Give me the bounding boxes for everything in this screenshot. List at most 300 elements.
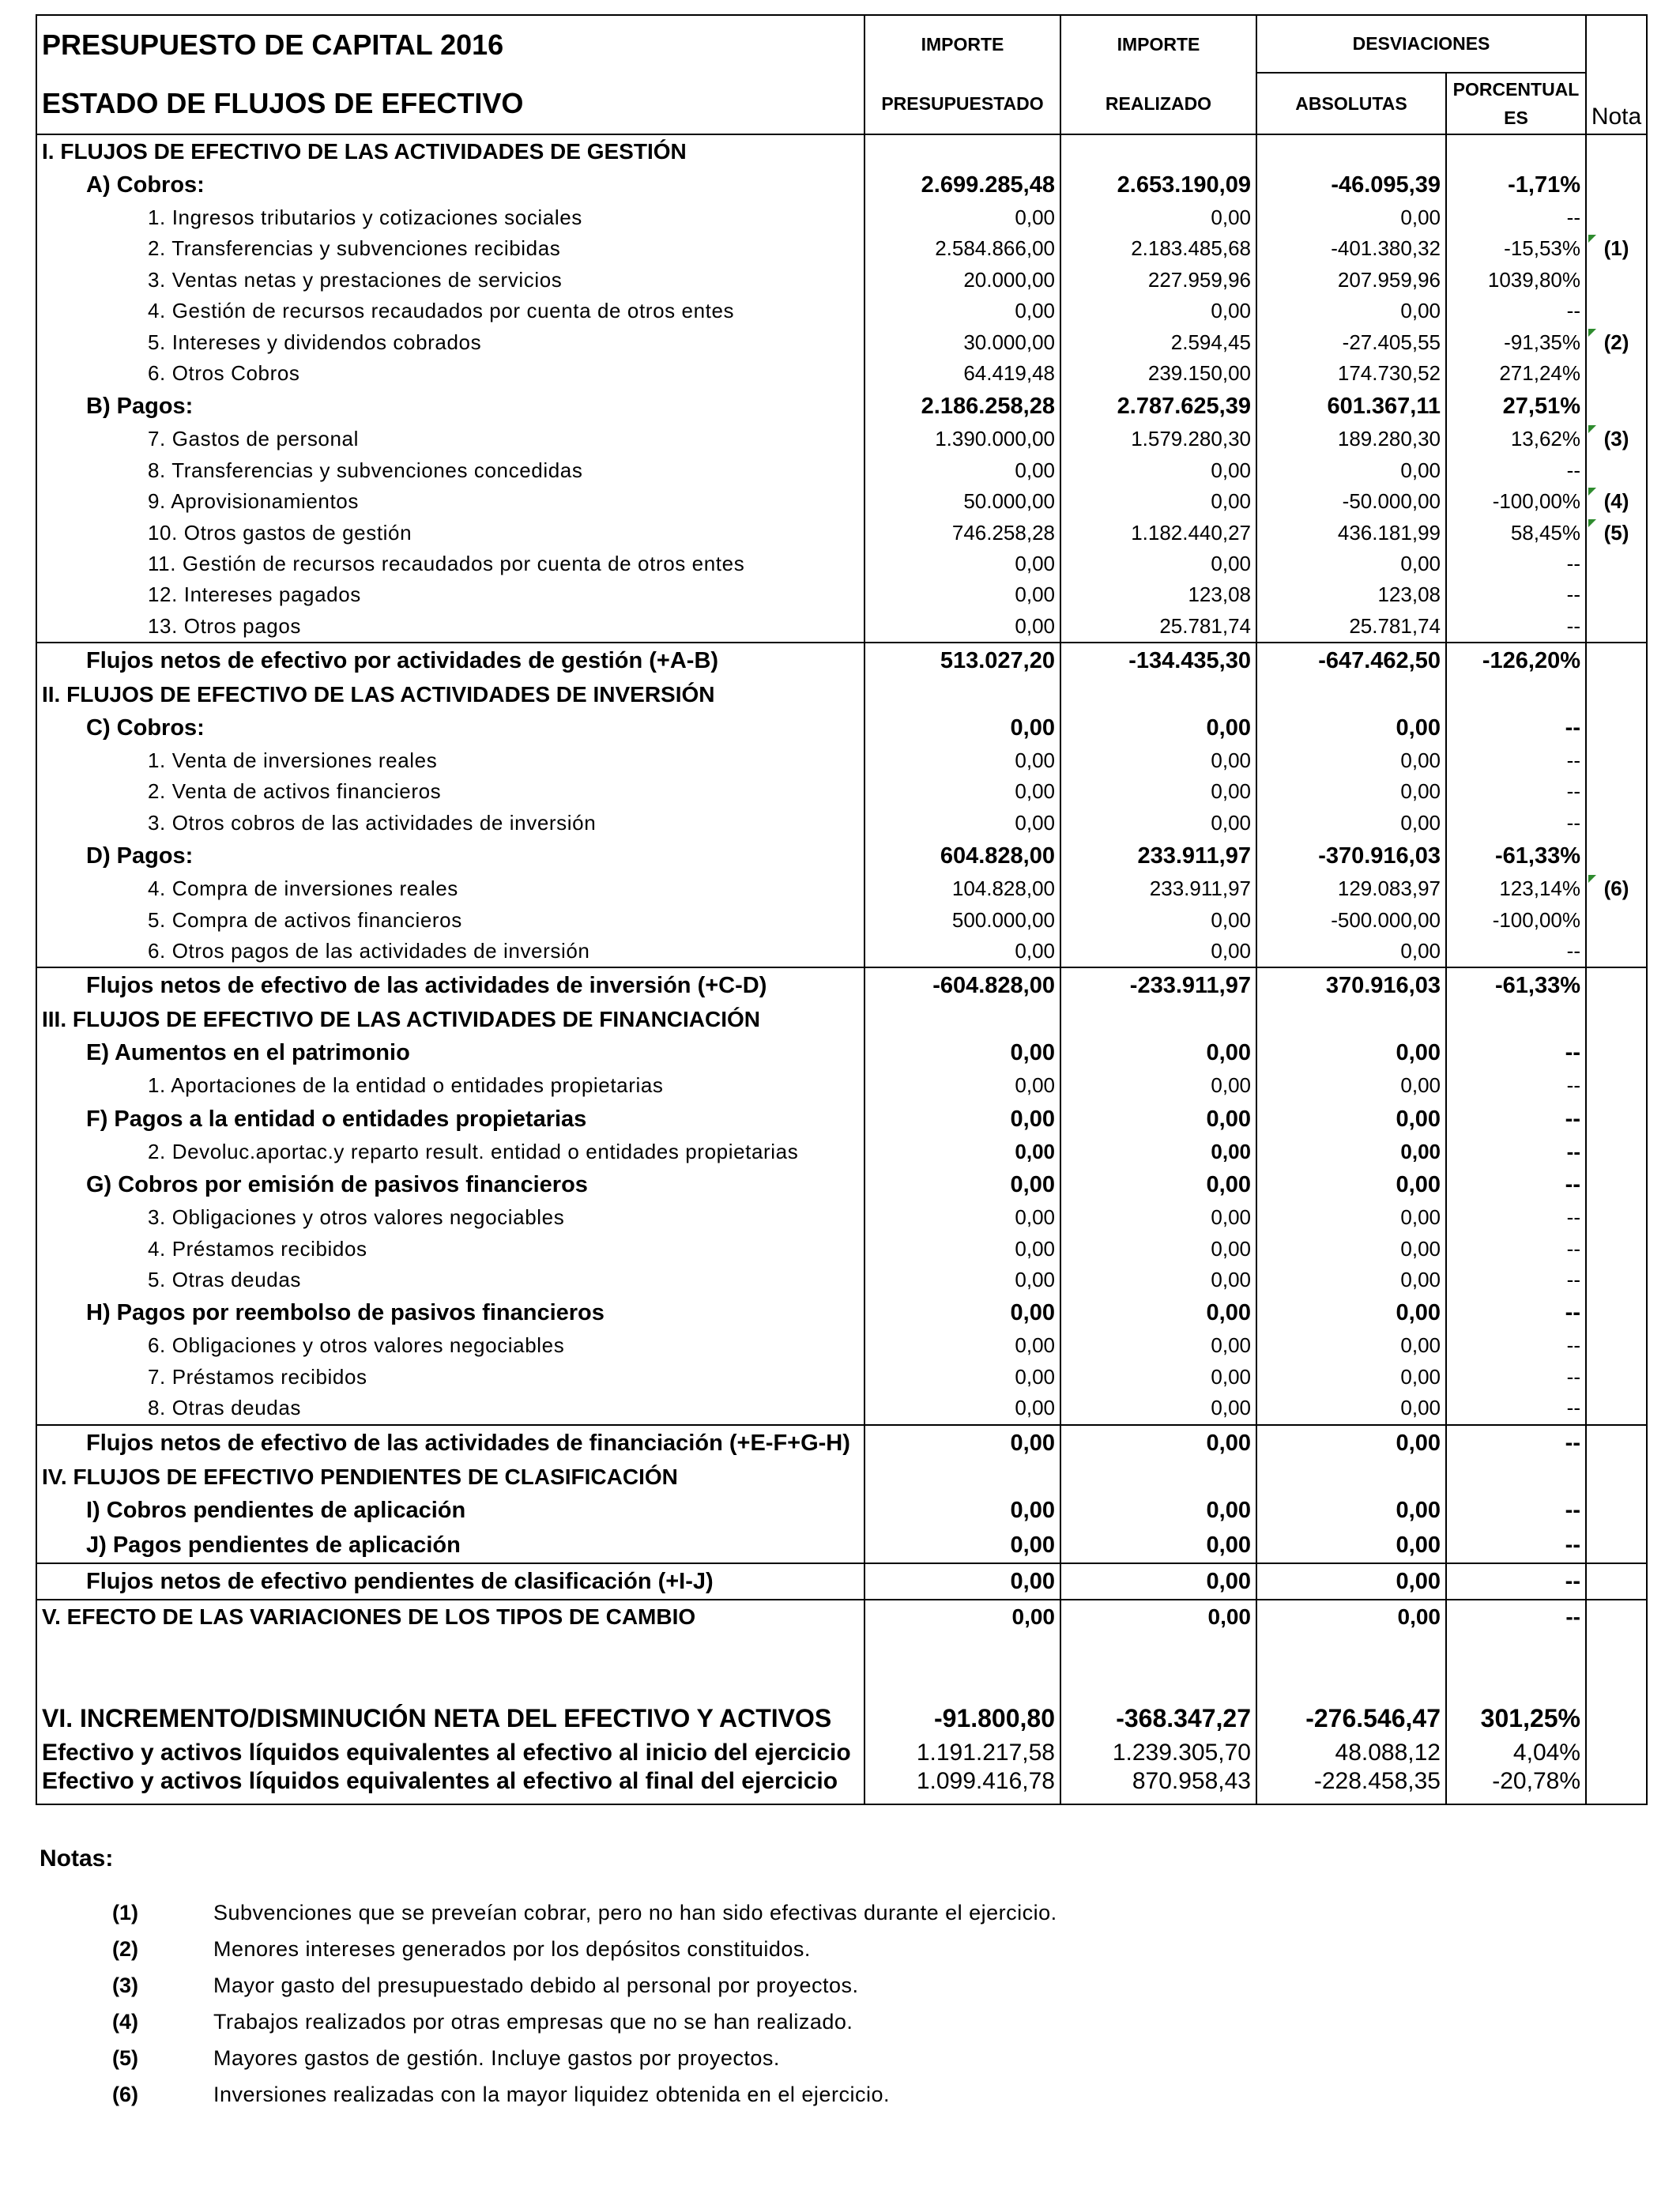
table-row [37, 1600, 1646, 1633]
table-header [37, 16, 1646, 135]
cell-porcentual: -- [1447, 1234, 1587, 1265]
cell-nota [1587, 1035, 1646, 1070]
cell-realizado: 0,00 [1061, 1234, 1257, 1265]
cell-presupuestado: 0,00 [865, 1265, 1061, 1295]
col-importe-presupuestado-top: IMPORTE [865, 16, 1061, 74]
row-label: 4. Compra de inversiones reales [37, 873, 865, 904]
cell-nota [1587, 776, 1646, 807]
cell-porcentual: -- [1447, 711, 1587, 745]
cell-nota [1587, 168, 1646, 202]
cell-realizado: 0,00 [1061, 1330, 1257, 1361]
cell-absolutas: 123,08 [1257, 579, 1447, 610]
cell-presupuestado: 0,00 [865, 1035, 1061, 1070]
table-row [37, 1070, 1646, 1101]
cell-absolutas: 370.916,03 [1257, 968, 1447, 1003]
cell-porcentual: -- [1447, 1102, 1587, 1137]
cell-nota [1587, 296, 1646, 326]
cell-realizado: 2.787.625,39 [1061, 389, 1257, 424]
cell-absolutas: 0,00 [1257, 548, 1447, 579]
note-ref: (1) [112, 1901, 138, 1924]
cell-presupuestado: 0,00 [865, 579, 1061, 610]
table-row [37, 839, 1646, 873]
cell-presupuestado: 0,00 [865, 202, 1061, 233]
cell-porcentual: -15,53% [1447, 233, 1587, 264]
cell-absolutas: 0,00 [1257, 1265, 1447, 1295]
table-row [37, 233, 1646, 264]
table-row [37, 1493, 1646, 1528]
row-label: 7. Gastos de personal [37, 424, 865, 454]
cell-porcentual: -61,33% [1447, 968, 1587, 1003]
cell-realizado: 1.182.440,27 [1061, 518, 1257, 548]
cell-presupuestado: 0,00 [865, 1493, 1061, 1528]
cell-porcentual: -- [1447, 745, 1587, 776]
note-ref: (2) [112, 1937, 138, 1961]
cell-presupuestado: 0,00 [865, 1362, 1061, 1393]
col-nota-top [1587, 16, 1646, 74]
cell-realizado: 239.150,00 [1061, 358, 1257, 389]
note-item [40, 1931, 1057, 1967]
cell-presupuestado: 50.000,00 [865, 486, 1061, 517]
cell-nota [1587, 1600, 1646, 1633]
cell-realizado: 0,00 [1061, 202, 1257, 233]
cell-presupuestado: 1.099.416,78 [865, 1767, 1061, 1804]
row-label: 13. Otros pagos [37, 611, 865, 642]
cell-presupuestado: 0,00 [865, 1234, 1061, 1265]
row-label: VI. INCREMENTO/DISMINUCIÓN NETA DEL EFECTIVO Y ACTIVOS [37, 1698, 865, 1739]
cell-absolutas: 0,00 [1257, 776, 1447, 807]
note-ref: (3) [112, 1973, 138, 1997]
cell-absolutas: -370.916,03 [1257, 839, 1447, 873]
cell-presupuestado: 0,00 [865, 776, 1061, 807]
row-label: Flujos netos de efectivo por actividades de gestión (+A-B) [37, 643, 865, 678]
table-row [37, 1265, 1646, 1295]
cell-absolutas: -50.000,00 [1257, 486, 1447, 517]
cell-presupuestado [865, 135, 1061, 168]
row-label: V. EFECTO DE LAS VARIACIONES DE LOS TIPOS DE CAMBIO [37, 1600, 865, 1633]
cell-absolutas: 0,00 [1257, 1070, 1447, 1101]
cell-presupuestado: 30.000,00 [865, 327, 1061, 358]
cell-realizado: 25.781,74 [1061, 611, 1257, 642]
cell-absolutas: 0,00 [1257, 936, 1447, 967]
cell-porcentual: 301,25% [1447, 1698, 1587, 1739]
row-label: 11. Gestión de recursos recaudados por cuenta de otros entes [37, 548, 865, 579]
cell-realizado [1061, 135, 1257, 168]
cell-absolutas: 189.280,30 [1257, 424, 1447, 454]
table-row [37, 1003, 1646, 1035]
cell-presupuestado: 0,00 [865, 1102, 1061, 1137]
row-label: 3. Obligaciones y otros valores negociables [37, 1202, 865, 1233]
report-title: PRESUPUESTO DE CAPITAL 2016 [37, 16, 865, 74]
cell-porcentual: -- [1447, 1564, 1587, 1599]
table-row [37, 745, 1646, 776]
table-row [37, 1234, 1646, 1265]
row-label: A) Cobros: [37, 168, 865, 202]
cell-porcentual: -- [1447, 776, 1587, 807]
cell-nota [1587, 1265, 1646, 1295]
cell-presupuestado: 0,00 [865, 1600, 1061, 1633]
row-label: 8. Transferencias y subvenciones concedidas [37, 455, 865, 486]
cell-absolutas: 0,00 [1257, 1362, 1447, 1393]
cell-absolutas: 0,00 [1257, 808, 1447, 839]
row-label: F) Pagos a la entidad o entidades propietarias [37, 1102, 865, 1137]
cell-realizado: 0,00 [1061, 1137, 1257, 1167]
cell-presupuestado: -604.828,00 [865, 968, 1061, 1003]
cell-realizado: 2.653.190,09 [1061, 168, 1257, 202]
cell-realizado: 0,00 [1061, 1202, 1257, 1233]
row-label: 7. Préstamos recibidos [37, 1362, 865, 1393]
cell-absolutas: 0,00 [1257, 711, 1447, 745]
cell-presupuestado: 0,00 [865, 936, 1061, 967]
cell-porcentual [1447, 135, 1587, 168]
row-label: Efectivo y activos líquidos equivalentes al efectivo al inicio del ejercicio [37, 1739, 865, 1767]
cell-nota [1587, 579, 1646, 610]
table-row [37, 1362, 1646, 1393]
cell-porcentual: -- [1447, 1295, 1587, 1330]
table-row [37, 967, 1646, 1003]
cell-porcentual: -- [1447, 1362, 1587, 1393]
cell-porcentual: -- [1447, 579, 1587, 610]
table-row [37, 135, 1646, 168]
cell-absolutas: -500.000,00 [1257, 905, 1447, 936]
row-label: 2. Transferencias y subvenciones recibidas [37, 233, 865, 264]
cell-absolutas: -276.546,47 [1257, 1698, 1447, 1739]
cell-nota [1587, 1167, 1646, 1202]
table-row [37, 1528, 1646, 1563]
cell-absolutas: 0,00 [1257, 1234, 1447, 1265]
table-row [37, 711, 1646, 745]
note-text: Inversiones realizadas con la mayor liquidez obtenida en el ejercicio. [213, 2083, 890, 2106]
cell-absolutas: 48.088,12 [1257, 1739, 1447, 1767]
note-item [40, 1894, 1057, 1931]
row-label: 6. Otros pagos de las actividades de inversión [37, 936, 865, 967]
notes-title: Notas: [40, 1845, 114, 1872]
cell-realizado: 0,00 [1061, 1167, 1257, 1202]
cell-absolutas: 0,00 [1257, 1426, 1447, 1461]
cell-porcentual: -- [1447, 1393, 1587, 1423]
cell-porcentual: -- [1447, 1202, 1587, 1233]
cell-porcentual: -- [1447, 1035, 1587, 1070]
cell-nota [1587, 1362, 1646, 1393]
cell-realizado: 0,00 [1061, 1295, 1257, 1330]
cell-presupuestado: 2.699.285,48 [865, 168, 1061, 202]
cell-absolutas: 601.367,11 [1257, 389, 1447, 424]
cell-absolutas: 0,00 [1257, 202, 1447, 233]
table-row [37, 808, 1646, 839]
row-label: 6. Obligaciones y otros valores negociables [37, 1330, 865, 1361]
cell-nota [1587, 1493, 1646, 1528]
cell-nota: (3) [1587, 424, 1646, 454]
cell-porcentual: -1,71% [1447, 168, 1587, 202]
cell-absolutas [1257, 1461, 1447, 1493]
cell-porcentual: -- [1447, 1600, 1587, 1633]
table-row [37, 611, 1646, 642]
cell-absolutas: 0,00 [1257, 745, 1447, 776]
cell-absolutas: 0,00 [1257, 296, 1447, 326]
cell-presupuestado: 20.000,00 [865, 265, 1061, 296]
note-text: Subvenciones que se preveían cobrar, pero no han sido efectivas durante el ejercicio. [213, 1901, 1057, 1924]
note-item [40, 1967, 1057, 2004]
spacer-cell [865, 1633, 1061, 1698]
cell-porcentual: -20,78% [1447, 1767, 1587, 1804]
cell-nota [1587, 808, 1646, 839]
note-item [40, 2004, 1057, 2040]
col-absolutas: ABSOLUTAS [1257, 74, 1447, 134]
cell-nota: (6) [1587, 873, 1646, 904]
cell-absolutas: 129.083,97 [1257, 873, 1447, 904]
cell-nota [1587, 1461, 1646, 1493]
row-label: C) Cobros: [37, 711, 865, 745]
cell-realizado: 1.579.280,30 [1061, 424, 1257, 454]
row-label: Flujos netos de efectivo de las actividades de financiación (+E-F+G-H) [37, 1426, 865, 1461]
cell-nota [1587, 265, 1646, 296]
cell-presupuestado [865, 1003, 1061, 1035]
cell-realizado: 123,08 [1061, 579, 1257, 610]
cell-nota [1587, 548, 1646, 579]
table-row [37, 905, 1646, 936]
table-row [37, 518, 1646, 548]
cell-porcentual: -- [1447, 1493, 1587, 1528]
cell-absolutas: 0,00 [1257, 1295, 1447, 1330]
note-text: Trabajos realizados por otras empresas que no se han realizado. [213, 2010, 853, 2034]
cell-realizado: 0,00 [1061, 808, 1257, 839]
table-row [37, 1739, 1646, 1767]
cell-absolutas: 0,00 [1257, 1202, 1447, 1233]
cell-nota [1587, 1234, 1646, 1265]
cell-porcentual: -61,33% [1447, 839, 1587, 873]
cell-nota: (2) [1587, 327, 1646, 358]
cell-nota [1587, 389, 1646, 424]
col-importe-realizado-top: IMPORTE [1061, 16, 1257, 74]
cell-presupuestado: 0,00 [865, 1167, 1061, 1202]
col-nota: Nota [1591, 104, 1642, 130]
row-label: J) Pagos pendientes de aplicación [37, 1528, 865, 1563]
cell-absolutas: 0,00 [1257, 455, 1447, 486]
cell-nota [1587, 678, 1646, 711]
notes-list [40, 1894, 1057, 2113]
spacer-cell [1447, 1633, 1587, 1698]
table-row [37, 168, 1646, 202]
cell-absolutas: 0,00 [1257, 1600, 1447, 1633]
row-label: II. FLUJOS DE EFECTIVO DE LAS ACTIVIDADES DE INVERSIÓN [37, 678, 865, 711]
cell-realizado: -368.347,27 [1061, 1698, 1257, 1739]
cell-nota [1587, 1102, 1646, 1137]
cell-nota [1587, 455, 1646, 486]
cell-porcentual: -- [1447, 1265, 1587, 1295]
cell-porcentual: 123,14% [1447, 873, 1587, 904]
table-row [37, 1167, 1646, 1202]
cell-nota [1587, 1564, 1646, 1599]
table-row [37, 1633, 1646, 1698]
row-label: Flujos netos de efectivo pendientes de clasificación (+I-J) [37, 1564, 865, 1599]
cell-absolutas: -228.458,35 [1257, 1767, 1447, 1804]
cell-nota [1587, 1137, 1646, 1167]
cell-realizado: -233.911,97 [1061, 968, 1257, 1003]
cell-porcentual: 271,24% [1447, 358, 1587, 389]
cell-nota [1587, 1202, 1646, 1233]
cell-presupuestado: 604.828,00 [865, 839, 1061, 873]
cell-porcentual [1447, 1003, 1587, 1035]
row-label: 5. Otras deudas [37, 1265, 865, 1295]
cell-porcentual: -- [1447, 936, 1587, 967]
cell-realizado: 0,00 [1061, 711, 1257, 745]
row-label: I. FLUJOS DE EFECTIVO DE LAS ACTIVIDADES DE GESTIÓN [37, 135, 865, 168]
cell-porcentual: -- [1447, 1528, 1587, 1563]
cell-porcentual: -- [1447, 296, 1587, 326]
cell-realizado: 0,00 [1061, 1493, 1257, 1528]
notes-section [40, 1845, 1057, 2113]
cell-presupuestado: 0,00 [865, 1202, 1061, 1233]
table-row [37, 776, 1646, 807]
cell-realizado [1061, 1461, 1257, 1493]
table-row [37, 548, 1646, 579]
cell-porcentual: -- [1447, 808, 1587, 839]
cell-absolutas: 174.730,52 [1257, 358, 1447, 389]
row-label: 5. Intereses y dividendos cobrados [37, 327, 865, 358]
cell-absolutas: -647.462,50 [1257, 643, 1447, 678]
cell-presupuestado: 0,00 [865, 1070, 1061, 1101]
cell-porcentual: -- [1447, 1426, 1587, 1461]
row-label: 1. Ingresos tributarios y cotizaciones sociales [37, 202, 865, 233]
table-row [37, 873, 1646, 904]
cell-realizado: -134.435,30 [1061, 643, 1257, 678]
cell-porcentual: -126,20% [1447, 643, 1587, 678]
row-label: 8. Otras deudas [37, 1393, 865, 1423]
row-label: IV. FLUJOS DE EFECTIVO PENDIENTES DE CLASIFICACIÓN [37, 1461, 865, 1493]
row-label: G) Cobros por emisión de pasivos financieros [37, 1167, 865, 1202]
cell-nota [1587, 711, 1646, 745]
cell-presupuestado: 0,00 [865, 1295, 1061, 1330]
cell-realizado: 0,00 [1061, 1600, 1257, 1633]
cell-nota [1587, 1528, 1646, 1563]
cell-realizado: 233.911,97 [1061, 839, 1257, 873]
cell-presupuestado: 0,00 [865, 808, 1061, 839]
cell-nota [1587, 1393, 1646, 1423]
row-label: III. FLUJOS DE EFECTIVO DE LAS ACTIVIDADES DE FINANCIACIÓN [37, 1003, 865, 1035]
cell-nota: (5) [1587, 518, 1646, 548]
col-desviaciones: DESVIACIONES [1257, 16, 1587, 74]
spacer-cell [37, 1633, 865, 1698]
cell-porcentual [1447, 1461, 1587, 1493]
table-row [37, 1137, 1646, 1167]
cell-porcentual: -100,00% [1447, 905, 1587, 936]
cell-porcentual: 4,04% [1447, 1739, 1587, 1767]
cell-realizado: 1.239.305,70 [1061, 1739, 1257, 1767]
cell-presupuestado: 1.191.217,58 [865, 1739, 1061, 1767]
cell-presupuestado: 746.258,28 [865, 518, 1061, 548]
cell-realizado: 233.911,97 [1061, 873, 1257, 904]
note-ref: (6) [112, 2083, 138, 2106]
cell-realizado: 0,00 [1061, 1265, 1257, 1295]
cell-realizado: 0,00 [1061, 745, 1257, 776]
table-row [37, 642, 1646, 678]
cell-realizado: 0,00 [1061, 455, 1257, 486]
note-item [40, 2076, 1057, 2113]
row-label: 1. Venta de inversiones reales [37, 745, 865, 776]
cell-porcentual: -91,35% [1447, 327, 1587, 358]
cell-porcentual: -- [1447, 1330, 1587, 1361]
cell-presupuestado: 0,00 [865, 711, 1061, 745]
cell-realizado: 0,00 [1061, 776, 1257, 807]
cell-realizado: 0,00 [1061, 1102, 1257, 1137]
table-row [37, 296, 1646, 326]
cell-absolutas: 0,00 [1257, 1493, 1447, 1528]
row-label: 5. Compra de activos financieros [37, 905, 865, 936]
cell-absolutas: 0,00 [1257, 1102, 1447, 1137]
cell-porcentual: -- [1447, 1137, 1587, 1167]
row-label: 9. Aprovisionamientos [37, 486, 865, 517]
row-label: 3. Ventas netas y prestaciones de servicios [37, 265, 865, 296]
cell-nota [1587, 1739, 1646, 1767]
note-ref: (4) [112, 2010, 138, 2034]
cell-realizado: 0,00 [1061, 1528, 1257, 1563]
cell-nota [1587, 643, 1646, 678]
table-row [37, 389, 1646, 424]
row-label: 4. Préstamos recibidos [37, 1234, 865, 1265]
note-text: Menores intereses generados por los depósitos constituidos. [213, 1937, 811, 1961]
table-row [37, 1767, 1646, 1804]
row-label: D) Pagos: [37, 839, 865, 873]
cell-absolutas: 0,00 [1257, 1330, 1447, 1361]
note-ref: (5) [112, 2046, 138, 2070]
row-label: 10. Otros gastos de gestión [37, 518, 865, 548]
col-porcentuales: PORCENTUAL ES [1447, 74, 1587, 134]
table-row [37, 486, 1646, 517]
table-row [37, 265, 1646, 296]
cell-absolutas: 0,00 [1257, 1137, 1447, 1167]
table-row [37, 1102, 1646, 1137]
cell-absolutas [1257, 135, 1447, 168]
table-row [37, 327, 1646, 358]
cell-presupuestado: 0,00 [865, 1393, 1061, 1423]
cell-realizado: 0,00 [1061, 1035, 1257, 1070]
table-row [37, 1563, 1646, 1600]
cell-absolutas: 0,00 [1257, 1035, 1447, 1070]
cell-porcentual: -- [1447, 202, 1587, 233]
cell-presupuestado: 513.027,20 [865, 643, 1061, 678]
row-label: 2. Venta de activos financieros [37, 776, 865, 807]
cell-presupuestado: 104.828,00 [865, 873, 1061, 904]
cell-realizado: 2.183.485,68 [1061, 233, 1257, 264]
cell-presupuestado: 64.419,48 [865, 358, 1061, 389]
cell-presupuestado: 0,00 [865, 1528, 1061, 1563]
cell-absolutas: 25.781,74 [1257, 611, 1447, 642]
cell-nota [1587, 611, 1646, 642]
cell-porcentual [1447, 678, 1587, 711]
cell-nota [1587, 1767, 1646, 1804]
cell-presupuestado: 0,00 [865, 745, 1061, 776]
table-row [37, 579, 1646, 610]
cell-presupuestado: 2.186.258,28 [865, 389, 1061, 424]
note-text: Mayores gastos de gestión. Incluye gastos por proyectos. [213, 2046, 780, 2070]
cell-realizado: 0,00 [1061, 486, 1257, 517]
cell-realizado: 0,00 [1061, 1393, 1257, 1423]
cell-absolutas [1257, 1003, 1447, 1035]
cell-absolutas: 436.181,99 [1257, 518, 1447, 548]
table-row [37, 1295, 1646, 1330]
row-label: 6. Otros Cobros [37, 358, 865, 389]
table-row [37, 1393, 1646, 1423]
cell-nota [1587, 1698, 1646, 1739]
cell-realizado: 0,00 [1061, 548, 1257, 579]
cell-presupuestado [865, 678, 1061, 711]
cell-absolutas: 0,00 [1257, 1393, 1447, 1423]
cell-nota: (4) [1587, 486, 1646, 517]
cell-realizado: 870.958,43 [1061, 1767, 1257, 1804]
table-row [37, 1698, 1646, 1739]
row-label: 12. Intereses pagados [37, 579, 865, 610]
cell-porcentual: -100,00% [1447, 486, 1587, 517]
row-label: Flujos netos de efectivo de las actividades de inversión (+C-D) [37, 968, 865, 1003]
